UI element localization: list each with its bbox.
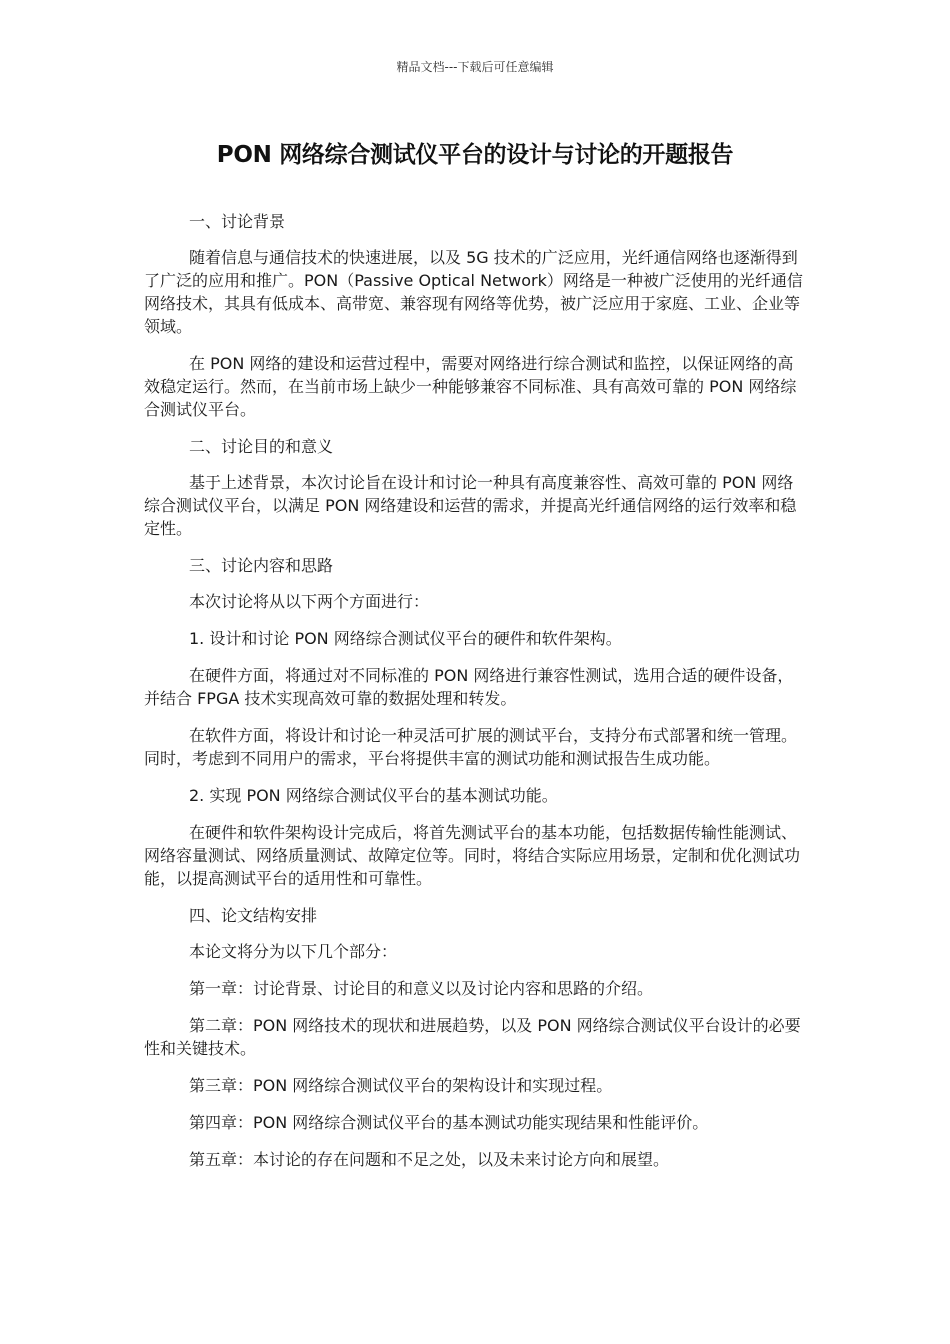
chapter-1: 第一章：讨论背景、讨论目的和意义以及讨论内容和思路的介绍。 xyxy=(189,979,654,998)
page-header: 精品文档---下载后可任意编辑 xyxy=(396,60,554,74)
paragraph-implement: 在硬件和软件架构设计完成后，将首先测试平台的基本功能，包括数据传输性能测试、网络容量测试、网络质量测试、故障定位等。同时，将结合实际应用场景，定制和优化测试功能，以提高测试平台的适用性和可靠性。 xyxy=(144,823,801,888)
paragraph-purpose: 基于上述背景，本次讨论旨在设计和讨论一种具有高度兼容性、高效可靠的 PON 网络综合测试仪平台，以满足 PON 网络建设和运营的需求，并提高光纤通信网络的运行效率和稳定性。 xyxy=(144,473,797,538)
section-heading-background: 一、讨论背景 xyxy=(189,212,286,231)
document-title: PON 网络综合测试仪平台的设计与讨论的开题报告 xyxy=(216,142,734,168)
chapter-4: 第四章：PON 网络综合测试仪平台的基本测试功能实现结果和性能评价。 xyxy=(189,1113,709,1132)
paragraph-software: 在软件方面，将设计和讨论一种灵活可扩展的测试平台，支持分布式部署和统一管理。同时，考虑到不同用户的需求，平台将提供丰富的测试功能和测试报告生成功能。 xyxy=(144,726,798,768)
paragraph-background-1: 随着信息与通信技术的快速进展，以及 5G 技术的广泛应用，光纤通信网络也逐渐得到了广泛的应用和推广。PON（Passive Optical Network）网络是一种被广泛使用的光纤通信网络技术，其具有低成本、高带宽、兼容现有网络等优势，被广泛应用于家庭、工业、企业等领域。 xyxy=(144,248,803,336)
section-heading-content: 三、讨论内容和思路 xyxy=(189,556,334,575)
paragraph-structure-intro: 本论文将分为以下几个部分： xyxy=(189,942,398,961)
list-item-design: 1. 设计和讨论 PON 网络综合测试仪平台的硬件和软件架构。 xyxy=(189,629,622,648)
list-item-implement: 2. 实现 PON 网络综合测试仪平台的基本测试功能。 xyxy=(189,786,558,805)
paragraph-hardware: 在硬件方面，将通过对不同标准的 PON 网络进行兼容性测试，选用合适的硬件设备，并结合 FPGA 技术实现高效可靠的数据处理和转发。 xyxy=(144,666,794,708)
chapter-5: 第五章：本讨论的存在问题和不足之处，以及未来讨论方向和展望。 xyxy=(189,1150,670,1169)
document-body xyxy=(144,210,806,1185)
chapter-2: 第二章：PON 网络技术的现状和进展趋势，以及 PON 网络综合测试仪平台设计的必要性和关键技术。 xyxy=(144,1016,801,1058)
section-heading-structure: 四、论文结构安排 xyxy=(189,906,318,925)
chapter-3: 第三章：PON 网络综合测试仪平台的架构设计和实现过程。 xyxy=(189,1076,613,1095)
paragraph-background-2: 在 PON 网络的建设和运营过程中，需要对网络进行综合测试和监控，以保证网络的高效稳定运行。然而，在当前市场上缺少一种能够兼容不同标准、具有高效可靠的 PON 网络综合测试仪平台。 xyxy=(144,354,797,419)
paragraph-content-intro: 本次讨论将从以下两个方面进行： xyxy=(189,592,430,611)
section-heading-purpose: 二、讨论目的和意义 xyxy=(189,437,334,456)
